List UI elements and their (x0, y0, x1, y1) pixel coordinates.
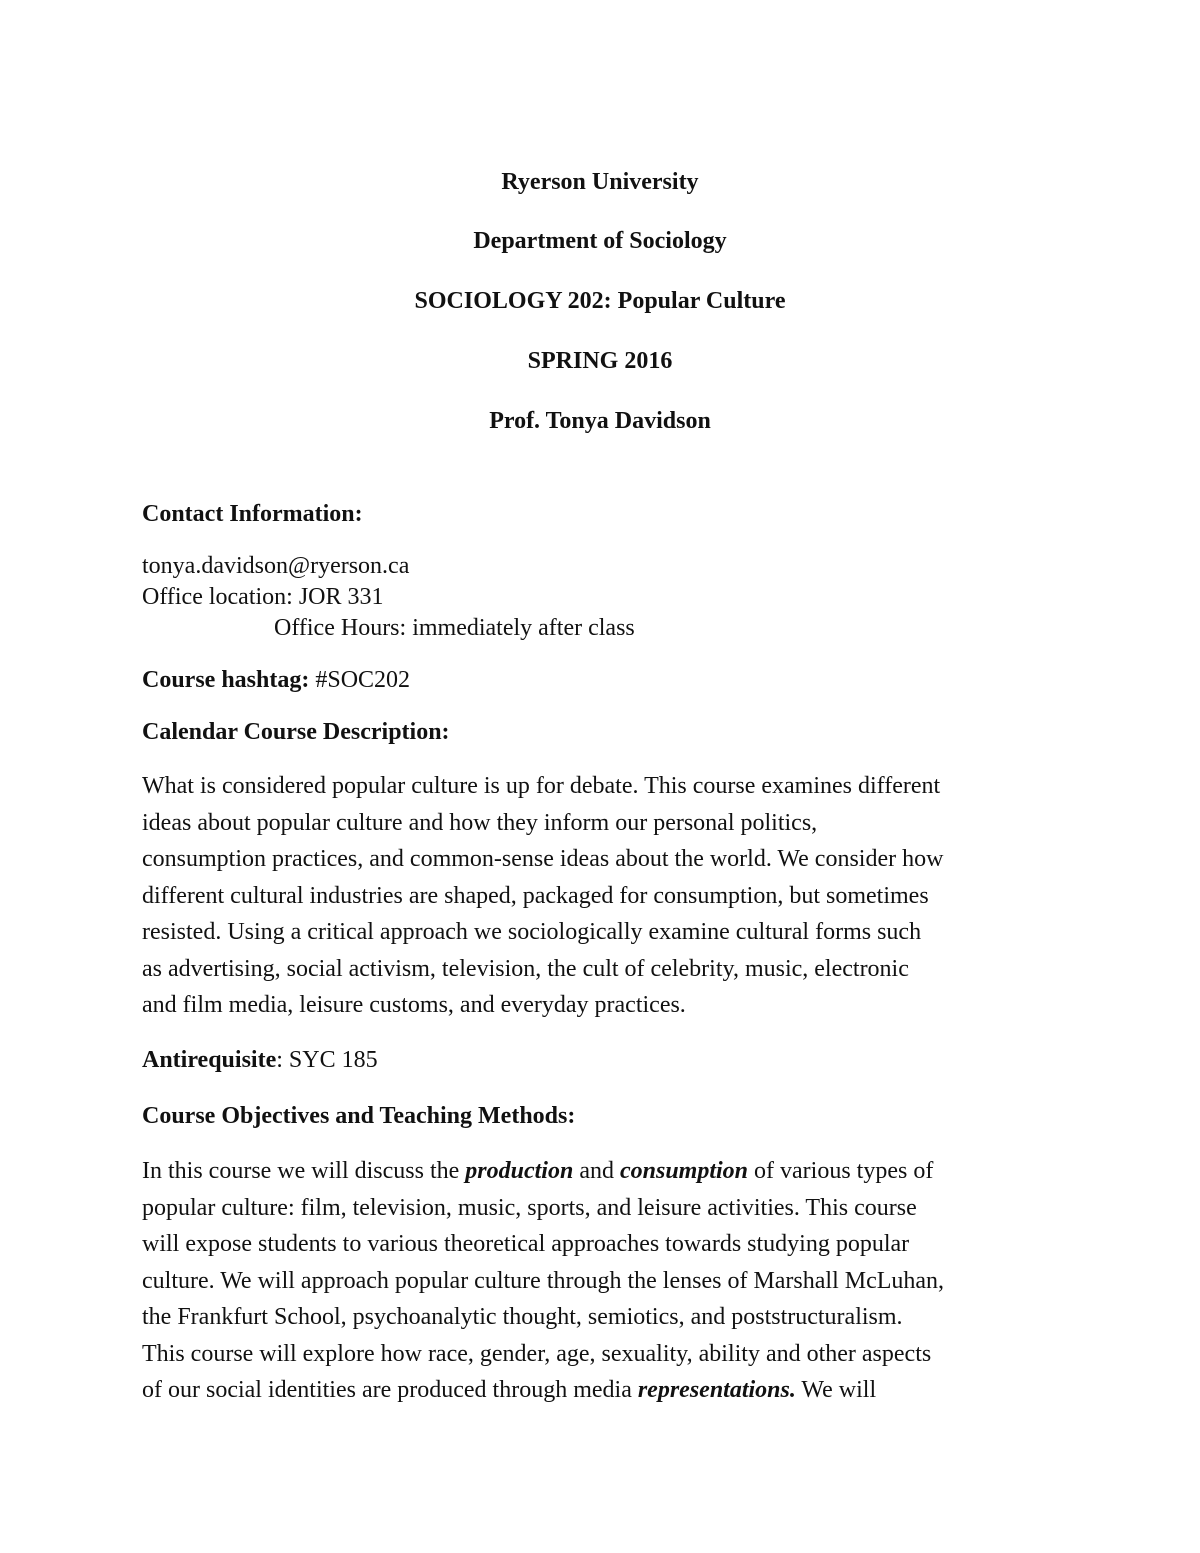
emphasis-consumption: consumption (619, 1158, 749, 1184)
objectives-line (142, 1153, 1072, 1190)
objectives-text: In this course we will discuss the (142, 1158, 466, 1184)
objectives-text: of our social identities are produced through media (142, 1377, 638, 1403)
description-line: resisted. Using a critical approach we sociologically examine cultural forms such (142, 919, 922, 945)
objectives-paragraph (142, 1153, 1072, 1409)
hashtag-label: Course hashtag: (142, 667, 310, 693)
description-heading: Calendar Course Description: (142, 719, 450, 745)
contact-email: tonya.davidson@ryerson.ca (142, 553, 410, 579)
objectives-line: popular culture: film, television, music, sports, and leisure activities. This course (142, 1194, 917, 1221)
objectives-line: the Frankfurt School, psychoanalytic thought, semiotics, and poststructuralism. (142, 1304, 903, 1330)
objectives-text: of various types of (748, 1158, 934, 1184)
objectives-line (142, 1372, 1072, 1409)
antirequisite-label: Antirequisite (142, 1047, 277, 1073)
term: SPRING 2016 (527, 348, 673, 374)
hashtag-value: #SOC202 (309, 667, 411, 693)
description-line: different cultural industries are shaped, packaged for consumption, but sometimes (142, 882, 929, 909)
contact-heading: Contact Information: (142, 501, 363, 527)
course-hashtag (142, 665, 410, 696)
objectives-line: will expose students to various theoretical approaches towards studying popular (142, 1231, 910, 1257)
antirequisite-value: : SYC 185 (276, 1047, 378, 1073)
emphasis-production: production (465, 1158, 574, 1184)
objectives-text: and (573, 1158, 620, 1184)
office-hours: Office Hours: immediately after class (274, 615, 635, 641)
description-line: consumption practices, and common-sense ideas about the world. We consider how (142, 846, 944, 872)
objectives-line: This course will explore how race, gender, age, sexuality, ability and other aspects (142, 1340, 932, 1367)
antirequisite (142, 1045, 378, 1076)
objectives-text: We will (795, 1377, 877, 1403)
department-name: Department of Sociology (473, 228, 727, 254)
university-name: Ryerson University (501, 169, 699, 195)
description-line: What is considered popular culture is up for debate. This course examines different (142, 773, 941, 799)
objectives-line: culture. We will approach popular culture through the lenses of Marshall McLuhan, (142, 1267, 945, 1294)
description-line: as advertising, social activism, television, the cult of celebrity, music, electronic (142, 955, 909, 982)
course-title: SOCIOLOGY 202: Popular Culture (414, 288, 786, 314)
description-paragraph (142, 768, 1072, 1024)
office-location: Office location: JOR 331 (142, 584, 384, 610)
description-line: ideas about popular culture and how they inform our personal politics, (142, 809, 818, 836)
emphasis-representations: representations. (637, 1377, 796, 1403)
professor-name: Prof. Tonya Davidson (489, 408, 711, 434)
objectives-heading: Course Objectives and Teaching Methods: (142, 1103, 576, 1129)
description-line: and film media, leisure customs, and everyday practices. (142, 992, 686, 1018)
